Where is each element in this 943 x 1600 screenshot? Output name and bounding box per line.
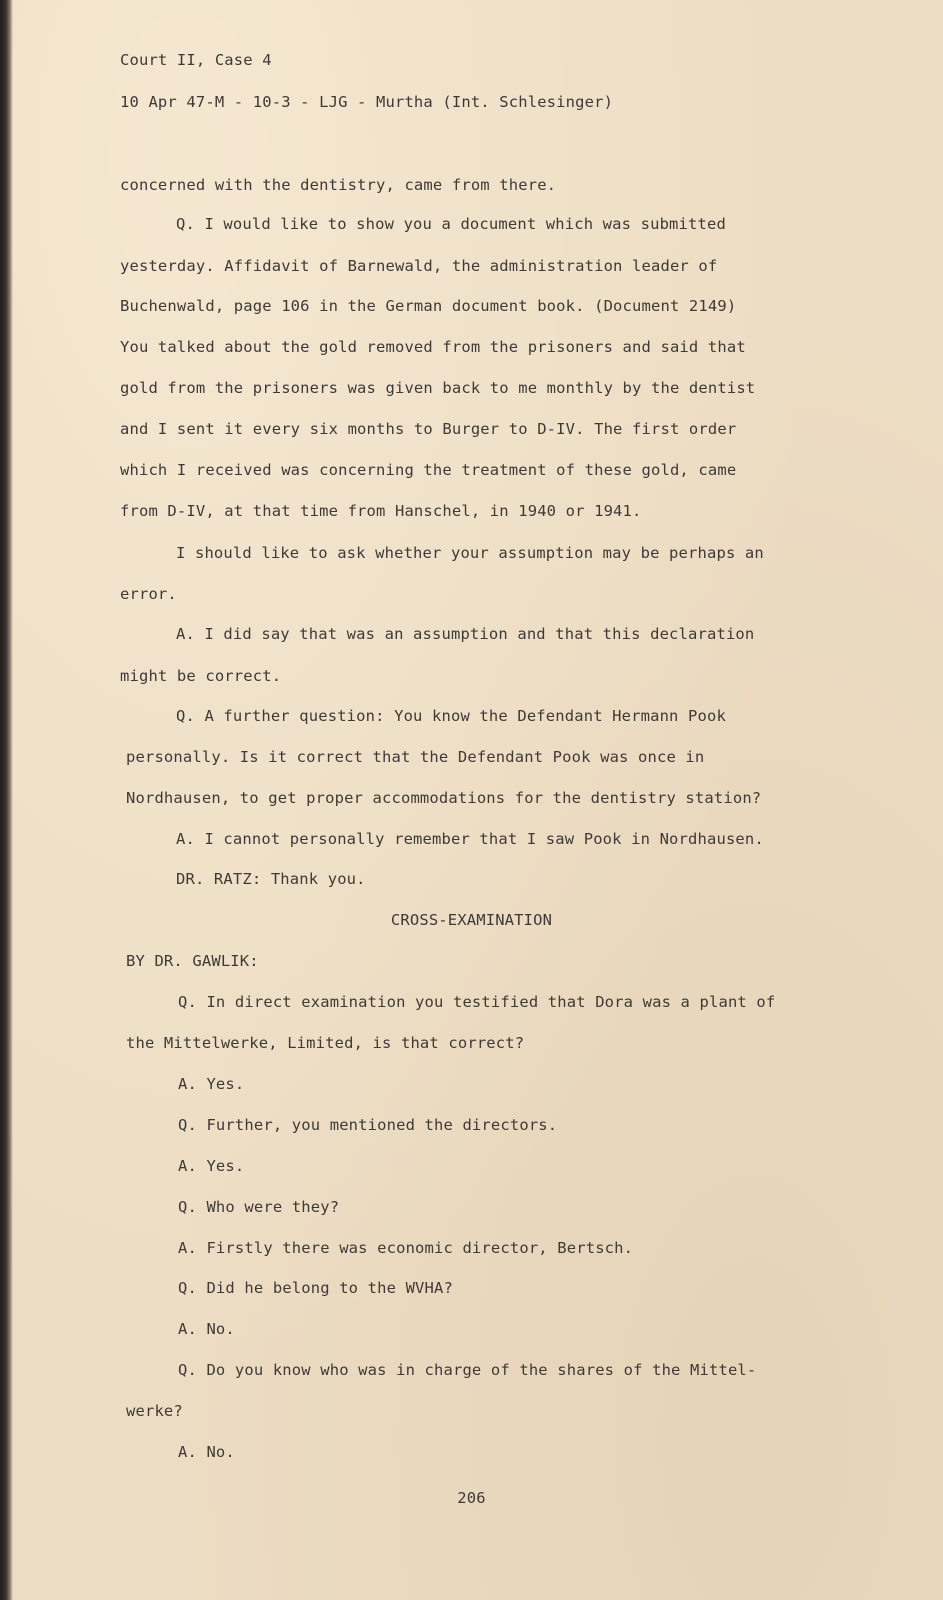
text-line: yesterday. Affidavit of Barnewald, the administration leader of — [120, 257, 718, 275]
text-line: A. Firstly there was economic director, Bertsch. — [178, 1239, 634, 1257]
text-line: DR. RATZ: Thank you. — [176, 870, 366, 888]
page-binding-edge — [0, 0, 13, 1600]
text-line: the Mittelwerke, Limited, is that correct? — [126, 1034, 525, 1052]
text-line: and I sent it every six months to Burger to D-IV. The first order — [120, 420, 737, 438]
text-line: might be correct. — [120, 667, 282, 685]
text-line: Q. A further question: You know the Defendant Hermann Pook — [176, 707, 726, 725]
header-court-line: Court II, Case 4 — [120, 51, 272, 69]
text-line: I should like to ask whether your assumption may be perhaps an — [176, 544, 764, 562]
text-line: Q. I would like to show you a document which was submitted — [176, 215, 726, 233]
header-session-line: 10 Apr 47-M - 10-3 - LJG - Murtha (Int. Schlesinger) — [120, 93, 614, 111]
text-line: error. — [120, 585, 177, 603]
text-line: concerned with the dentistry, came from there. — [120, 176, 557, 194]
page-number: 206 — [457, 1489, 486, 1507]
section-heading: CROSS-EXAMINATION — [390, 911, 553, 929]
text-line: which I received was concerning the treatment of these gold, came — [120, 461, 737, 479]
text-line: A. I did say that was an assumption and that this declaration — [176, 625, 755, 643]
text-line: A. Yes. — [178, 1075, 245, 1093]
text-line: A. I cannot personally remember that I saw Pook in Nordhausen. — [176, 830, 764, 848]
text-line: Q. In direct examination you testified that Dora was a plant of — [178, 993, 776, 1011]
text-line: Nordhausen, to get proper accommodations for the dentistry station? — [126, 789, 762, 807]
text-line: Q. Who were they? — [178, 1198, 340, 1216]
text-line: personally. Is it correct that the Defendant Pook was once in — [126, 748, 705, 766]
text-line: from D-IV, at that time from Hanschel, in 1940 or 1941. — [120, 502, 642, 520]
text-line: Q. Further, you mentioned the directors. — [178, 1116, 558, 1134]
text-line: werke? — [126, 1402, 183, 1420]
text-line: Q. Do you know who was in charge of the shares of the Mittel- — [178, 1361, 757, 1379]
text-line: gold from the prisoners was given back to me monthly by the dentist — [120, 379, 756, 397]
text-line: Q. Did he belong to the WVHA? — [178, 1279, 453, 1297]
text-line: Buchenwald, page 106 in the German document book. (Document 2149) — [120, 297, 737, 315]
text-line: BY DR. GAWLIK: — [126, 952, 259, 970]
text-line: A. No. — [178, 1320, 235, 1338]
text-line: A. No. — [178, 1443, 235, 1461]
text-line: A. Yes. — [178, 1157, 245, 1175]
text-line: You talked about the gold removed from the prisoners and said that — [120, 338, 746, 356]
